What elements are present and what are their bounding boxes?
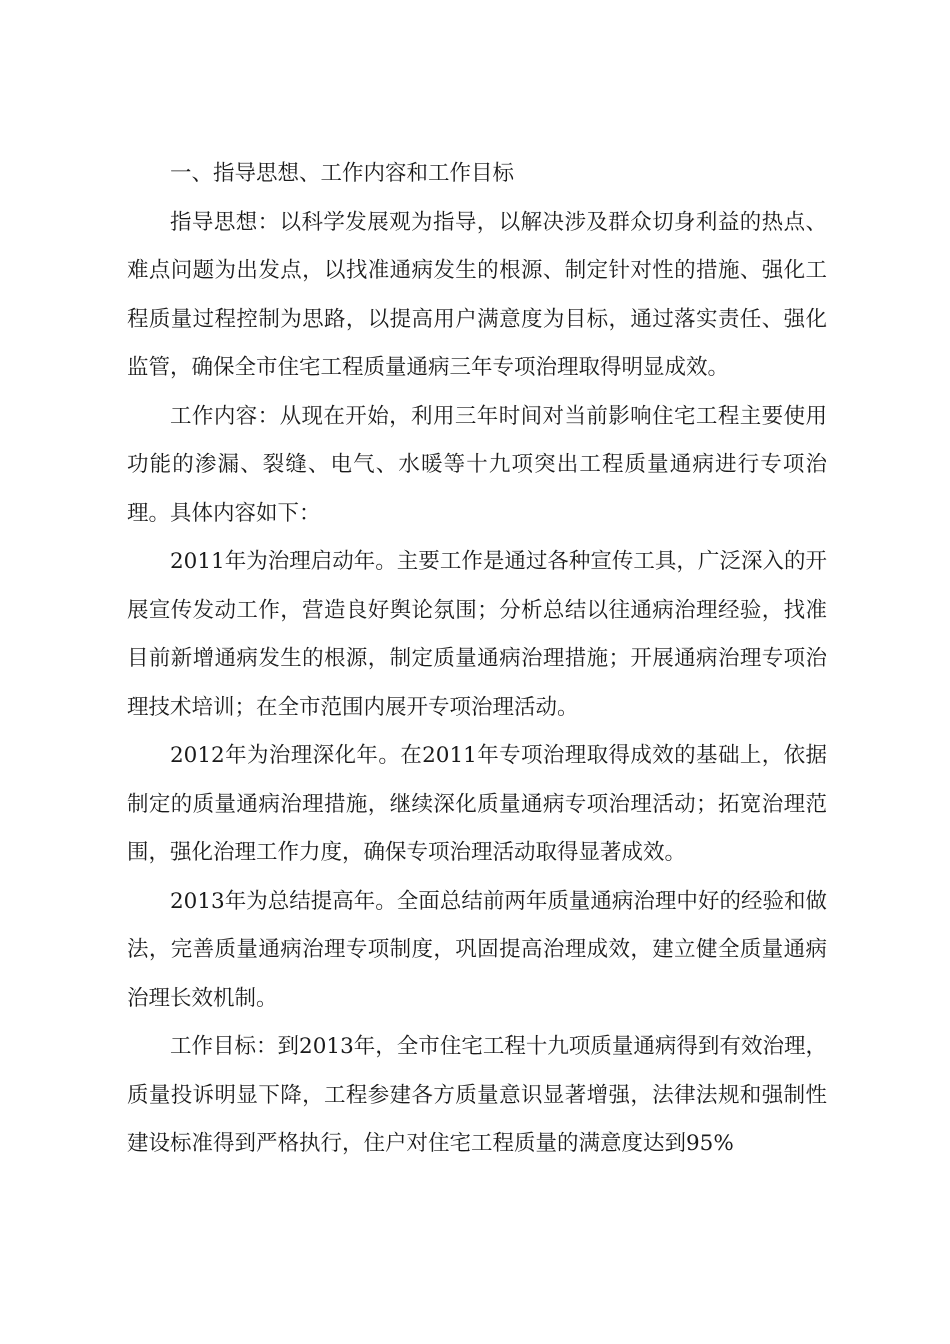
document-body xyxy=(127,150,827,1169)
section-heading: 一、指导思想、工作内容和工作目标 xyxy=(170,161,515,186)
paragraph-work-goal: 工作目标：到2013年，全市住宅工程十九项质量通病得到有效治理，质量投诉明显下降，工程参建各方质量意识显著增强，法律法规和强制性建设标准得到严格执行，住户对住宅工程质量的满意度达到95% xyxy=(127,1034,827,1156)
paragraph-2011: 2011年为治理启动年。主要工作是通过各种宣传工具，广泛深入的开展宣传发动工作，营造良好舆论氛围；分析总结以往通病治理经验，找准目前新增通病发生的根源，制定质量通病治理措施；开展通病治理专项治理技术培训；在全市范围内展开专项治理活动。 xyxy=(127,549,827,720)
paragraph-2012: 2012年为治理深化年。在2011年专项治理取得成效的基础上，依据制定的质量通病治理措施，继续深化质量通病专项治理活动；拓宽治理范围，强化治理工作力度，确保专项治理活动取得显著成效。 xyxy=(127,743,827,865)
paragraph-work-content: 工作内容：从现在开始，利用三年时间对当前影响住宅工程主要使用功能的渗漏、裂缝、电气、水暖等十九项突出工程质量通病进行专项治理。具体内容如下： xyxy=(127,403,827,526)
paragraph-guiding-ideology: 指导思想：以科学发展观为指导，以解决涉及群众切身利益的热点、难点问题为出发点，以找准通病发生的根源、制定针对性的措施、强化工程质量过程控制为思路，以提高用户满意度为目标，通过落实责任、强化监管，确保全市住宅工程质量通病三年专项治理取得明显成效。 xyxy=(127,209,827,380)
paragraph-2013: 2013年为总结提高年。全面总结前两年质量通病治理中好的经验和做法，完善质量通病治理专项制度，巩固提高治理成效，建立健全质量通病治理长效机制。 xyxy=(127,888,827,1011)
